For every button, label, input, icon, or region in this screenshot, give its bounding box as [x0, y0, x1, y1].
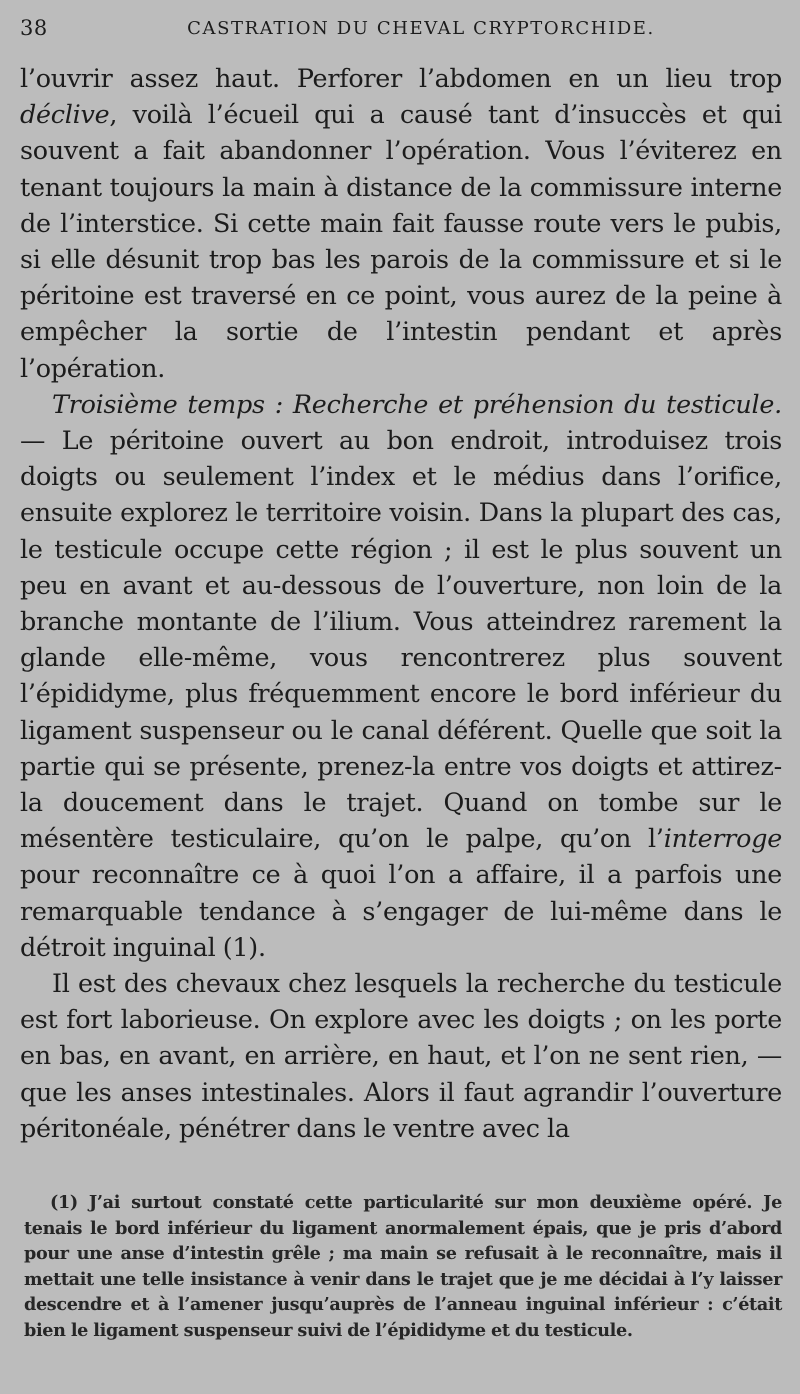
page-header: [20, 14, 782, 60]
paragraph-2-rest: pour reconnaître ce à quoi l’on a affaire, il a parfois une remarquable tendance à s’engager de lui-même dans le détroit inguinal (1).: [20, 859, 782, 962]
paragraph-1-text: l’ouvrir assez haut. Perforer l’abdomen en un lieu trop: [20, 63, 782, 93]
paragraph-1: [20, 60, 782, 386]
section-heading: Troisième temps : Recherche et préhension du testicule.: [52, 388, 782, 419]
paragraph-2-italic: interroge: [663, 823, 782, 854]
paragraph-1-italic: déclive: [20, 99, 110, 130]
footnote-text: (1) J’ai surtout constaté cette particularité sur mon deuxième opéré. Je tenais le bord inférieur du ligament anormalement épais, que je pris d’abord pour une anse d’intestin grêle ; ma main se refusait à le reconnaître, mais il mettait une telle insistance à venir dans le trajet que je me décidai à l’y laisser descendre et à l’amener jusqu’auprès de l’anneau inguinal inférieur : c’était bien le ligament suspenseur suivi de l’épididyme et du testicule.: [24, 1192, 782, 1341]
footnote: [24, 1190, 782, 1344]
page-number: 38: [20, 16, 48, 40]
paragraph-2: [20, 386, 782, 965]
paragraph-2-text: Le péritoine ouvert au bon endroit, introduisez trois doigts ou seulement l’index et le médius dans l’orifice, ensuite explorez le territoire voisin. Dans la plupart des cas, le testicule occupe cette région ; il est le plus souvent un peu en avant et au-dessous de l’ouverture, non loin de la branche montante de l’ilium. Vous atteindrez rarement la glande elle-même, vous rencontrerez plus souvent l’épididyme, plus fréquemment encore le bord inférieur du ligament suspenseur ou le canal déférent. Quelle que soit la partie qui se présente, prenez-la entre vos doigts et attirez-la doucement dans le trajet. Quand on tombe sur le mésentère testiculaire, qu’on le palpe, qu’on l’: [20, 425, 782, 854]
heading-dash: —: [20, 425, 46, 456]
main-text: [20, 60, 782, 1146]
paragraph-3: Il est des chevaux chez lesquels la recherche du testicule est fort laborieuse. On explore avec les doigts ; on les porte en bas, en avant, en arrière, en haut, et l’on ne sent rien, — que les anses intestinales. Alors il faut agrandir l’ouverture péritonéale, pénétrer dans le ventre avec la: [20, 968, 782, 1143]
running-title: CASTRATION DU CHEVAL CRYPTORCHIDE.: [187, 18, 655, 39]
paragraph-1-rest: , voilà l’écueil qui a causé tant d’insuccès et qui souvent a fait abandonner l’opération. Vous l’éviterez en tenant toujours la main à distance de la commissure interne de l’interstice. Si cette main fait fausse route vers le pubis, si elle désunit trop bas les parois de la commissure et si le péritoine est traversé en ce point, vous aurez de la peine à empêcher la sortie de l’intestin pendant et après l’opération.: [20, 99, 782, 383]
